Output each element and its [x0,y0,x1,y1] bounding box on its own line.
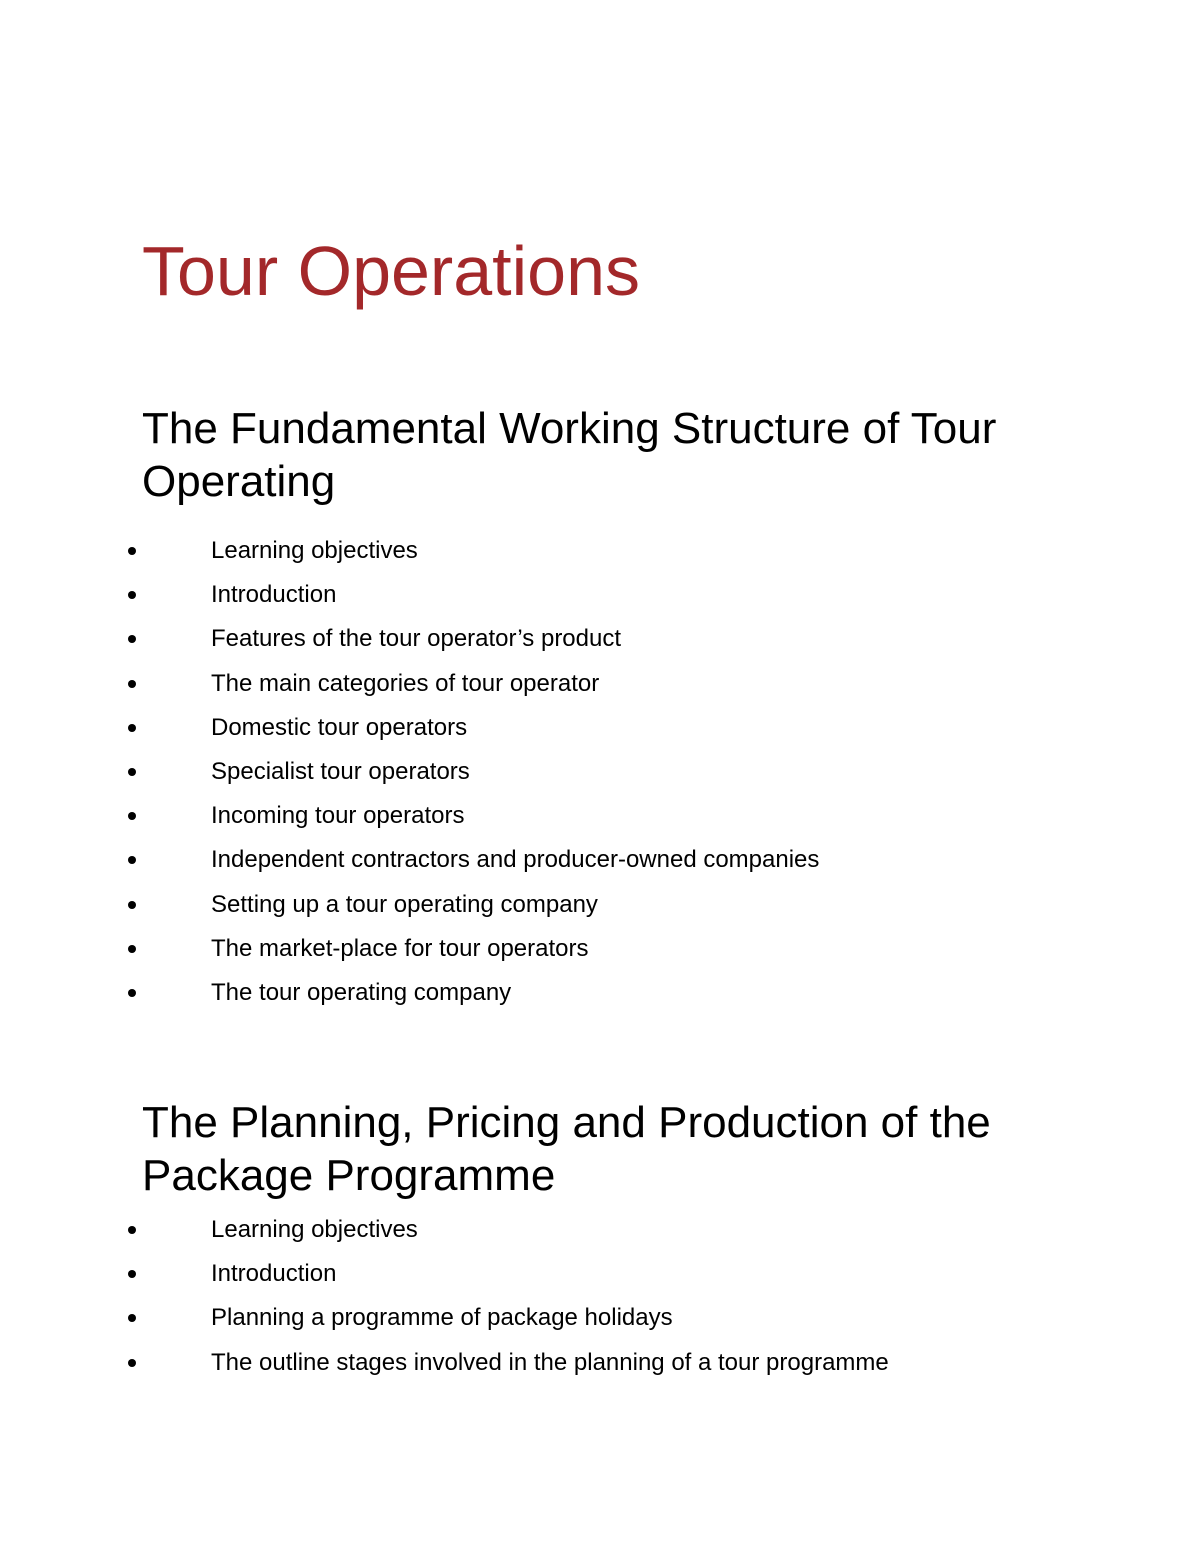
section-heading-planning-pricing: The Planning, Pricing and Production of the Package Programme [142,1098,991,1200]
list-item-text: The market-place for tour operators [211,934,589,962]
bullet-icon [128,945,136,953]
bullet-icon [128,901,136,909]
bullet-icon [128,1359,136,1367]
bullet-icon [128,547,136,555]
bullet-icon [128,724,136,732]
list-item-text: The tour operating company [211,978,512,1006]
list-item [0,932,1100,976]
bullet-icon [128,1226,136,1234]
list-item-text: Incoming tour operators [211,802,465,830]
list-item-text: Planning a programme of package holidays [211,1304,673,1332]
bullet-icon [128,856,136,864]
list-item [0,755,1100,799]
list-item-text: The outline stages involved in the planning of a tour programme [211,1348,889,1376]
list-item [0,578,1100,622]
list-item-text: Learning objectives [211,537,418,564]
list-item-text: Independent contractors and producer-owned companies [211,846,820,874]
list-item [0,667,1100,711]
list-item-text: Introduction [211,1260,337,1288]
bullet-icon [128,1270,136,1278]
list-item-text: Specialist tour operators [211,757,470,785]
list-item [0,799,1100,843]
section-2-bullet-list [0,1213,1100,1390]
document-title: Tour Operations [142,232,641,310]
list-item [0,888,1100,932]
list-item [0,1257,1100,1301]
list-item-text: Domestic tour operators [211,713,468,741]
list-item-text: Learning objectives [211,1216,418,1243]
section-1-bullet-list [0,534,1100,1020]
list-item [0,622,1100,666]
list-item-text: Introduction [211,581,337,609]
list-item [0,843,1100,887]
bullet-icon [128,989,136,997]
bullet-icon [128,1314,136,1322]
list-item [0,1301,1100,1345]
list-item-text: Setting up a tour operating company [211,890,598,918]
bullet-icon [128,768,136,776]
list-item-text: The main categories of tour operator [211,669,600,697]
bullet-icon [128,680,136,688]
bullet-icon [128,591,136,599]
list-item [0,534,1100,578]
list-item [0,711,1100,755]
list-item [0,1213,1100,1257]
bullet-icon [128,635,136,643]
list-item-text: Features of the tour operator’s product [211,625,622,653]
list-item [0,1346,1100,1390]
section-heading-fundamental-structure: The Fundamental Working Structure of Tour Operating [142,404,997,506]
bullet-icon [128,812,136,820]
list-item [0,976,1100,1020]
